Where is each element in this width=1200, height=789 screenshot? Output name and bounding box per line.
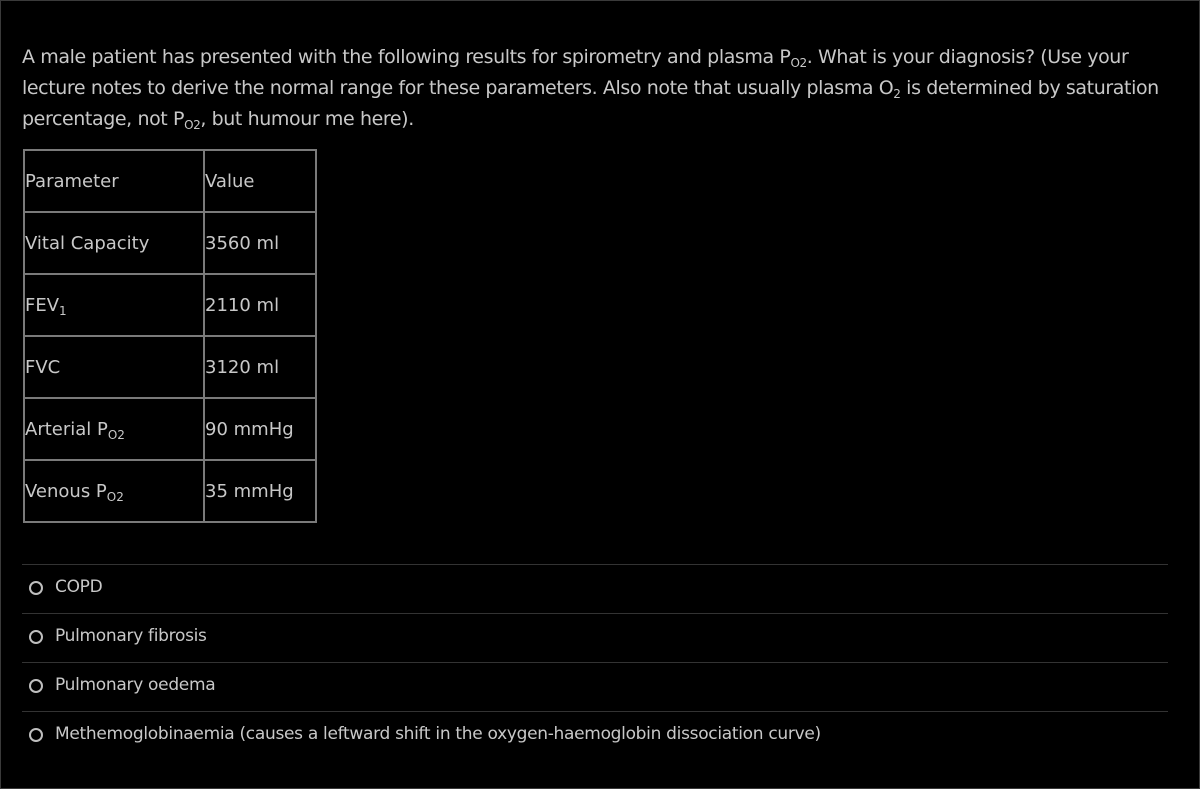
radio-button[interactable]	[29, 581, 43, 595]
option-label: Pulmonary oedema	[55, 675, 216, 695]
header-value: Value	[204, 150, 316, 212]
option-pulmonary-fibrosis[interactable]	[22, 613, 1168, 662]
table-row	[24, 460, 316, 522]
radio-button[interactable]	[29, 630, 43, 644]
row-parameter: FVC	[24, 336, 204, 398]
table-row	[24, 336, 316, 398]
option-pulmonary-oedema[interactable]	[22, 662, 1168, 711]
option-label: Methemoglobinaemia (causes a leftward shift in the oxygen-haemoglobin dissociation curve)	[55, 724, 821, 744]
radio-button[interactable]	[29, 728, 43, 742]
row-parameter: Vital Capacity	[24, 212, 204, 274]
row-value: 90 mmHg	[204, 398, 316, 460]
table-row	[24, 398, 316, 460]
row-parameter: $FEV_1$	[24, 274, 204, 336]
table-row	[24, 274, 316, 336]
row-parameter: Arterial $P_{O2}$	[24, 398, 204, 460]
radio-button[interactable]	[29, 679, 43, 693]
option-methemoglobinaemia[interactable]	[22, 711, 1168, 760]
results-table	[23, 149, 317, 523]
header-parameter: Parameter	[24, 150, 204, 212]
row-value: 2110 ml	[204, 274, 316, 336]
row-value: 3120 ml	[204, 336, 316, 398]
question-text: A male patient has presented with the following results for spirometry and plasma $P_{O2}$. What is your diagnosis? (Use your lecture notes to derive the normal range for these parameters. Also note that usually plasma $O_2$ is determined by saturation percentage, not $P_{O2}$, but humour me here).	[22, 46, 1159, 132]
row-value: 3560 ml	[204, 212, 316, 274]
option-label: COPD	[55, 577, 103, 597]
table-row	[24, 212, 316, 274]
option-label: Pulmonary fibrosis	[55, 626, 207, 646]
row-parameter: Venous $P_{O2}$	[24, 460, 204, 522]
option-copd[interactable]	[22, 564, 1168, 613]
row-value: 35 mmHg	[204, 460, 316, 522]
table-header-row	[24, 150, 316, 212]
answer-options	[22, 564, 1168, 760]
